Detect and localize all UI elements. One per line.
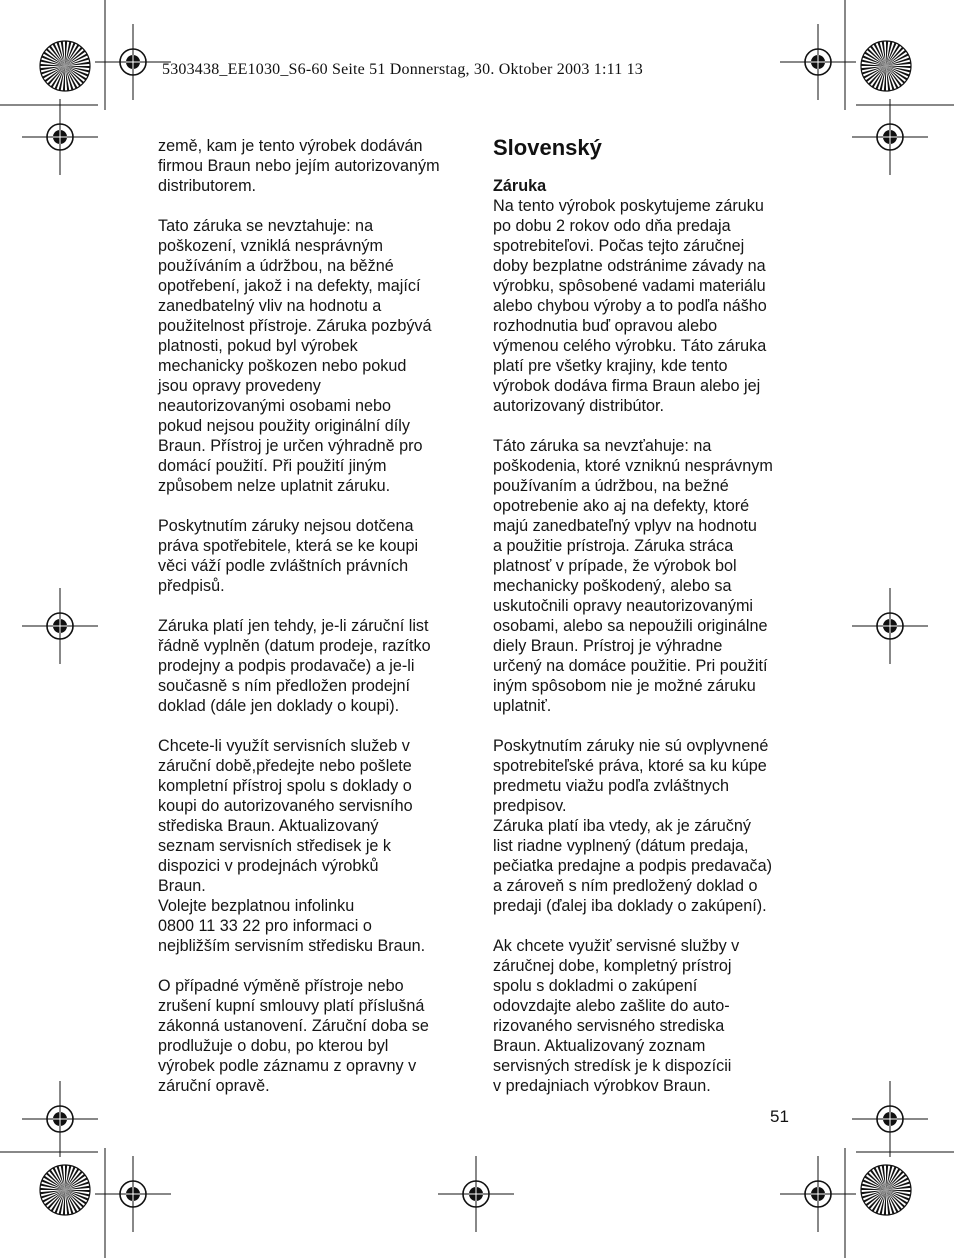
star-target — [40, 1165, 90, 1215]
paragraph: Poskytnutím záruky nejsou dotčena práva spotřebitele, která se ke koupi věci váží podle zvláštních právních předpisů. — [158, 517, 419, 595]
paragraph: O případné výměně přístroje nebo zrušení kupní smlouvy platí příslušná zákonná ustanovení. Záruční doba se prodlužuje o dobu, po kterou byl výrobek podle záznamu z opravny v záruční opravě. — [158, 977, 429, 1095]
paragraph: země, kam je tento výrobek dodáván firmou Braun nebo jejím autorizovaným distributorem. — [158, 137, 440, 195]
registration-mark — [22, 99, 98, 175]
paragraph: Záruka platí jen tehdy, je-li záruční list řádně vyplněn (datum prodeje, razítko prodejny a podpis prodavače) a je-li současně s ním předložen prodejní doklad (dále jen doklady o koupi). — [158, 617, 431, 715]
registration-mark — [852, 99, 928, 175]
paragraph: Táto záruka sa nevzťahuje: na poškodenia, ktoré vzniknú nesprávnym používaním a údržbou, na bežné opotrebenie ako aj na defekty, ktoré majú zanedbateľný vplyv na hodnotu a použitie prístroja. Záruka stráca platnosť v prípade, že výrobok bol mechanicky poškodený, alebo sa uskutočnili opravy neautorizovanými osobami, alebo sa nepoužili originálne diely Braun. Prístroj je výhradne určený na domáce použitie. Pri použití iným spôsobom nie je možné záruku uplatniť. — [493, 437, 773, 715]
registration-mark — [438, 1156, 514, 1232]
section-title: Slovenský — [493, 135, 602, 160]
registration-mark — [95, 1156, 171, 1232]
print-slug-header: 5303438_EE1030_S6-60 Seite 51 Donnerstag, 30. Oktober 2003 1:11 13 — [162, 61, 644, 78]
star-target — [861, 41, 911, 91]
star-target — [40, 41, 90, 91]
right-column — [493, 134, 799, 1096]
registration-mark — [22, 1081, 98, 1157]
page-number: 51 — [770, 1107, 789, 1126]
paragraph: Na tento výrobok poskytujeme záruku po dobu 2 rokov odo dňa predaja spotrebiteľovi. Počas tejto záručnej doby bezplatne odstránime závady na výrobku, spôsobené vadami materiálu alebo chybou výroby a to podľa nášho rozhodnutia buď opravou alebo výmenou celého výrobku. Táto záruka platí pre všetky krajiny, kde tento výrobok dodáva firma Braun alebo jej autorizovaný distribútor. — [493, 197, 767, 415]
subsection-title: Záruka — [493, 177, 547, 195]
paragraph: Tato záruka se nevztahuje: na poškození, vzniklá nesprávným používáním a údržbou, na běžné opotřebení, jakož i na defekty, mající zanedbatelný vliv na hodnotu a použitelnost přístroje. Záruka pozbývá platnosti, pokud byl výrobek mechanicky poškozen nebo pokud jsou opravy provedeny neautorizovanými osobami nebo pokud nejsou použity originální díly Braun. Přístroj je určen výhradně pro domácí použití. Při použití jiným způsobem nelze uplatnit záruku. — [158, 217, 432, 495]
registration-mark — [95, 24, 171, 100]
registration-mark — [852, 588, 928, 664]
star-target — [861, 1165, 911, 1215]
paragraph: Chcete-li využít servisních služeb v záruční době,předejte nebo pošlete kompletní přístroj spolu s doklady o koupi do autorizovaného servisního střediska Braun. Aktualizovaný seznam servisních středisek je k dispozici v prodejnách výrobků Braun. Volejte bezplatnou infolinku 0800 11 33 22 pro informaci o nejbližším servisním středisku Braun. — [158, 737, 426, 955]
registration-mark — [22, 588, 98, 664]
left-column — [158, 136, 458, 1096]
paragraph: Poskytnutím záruky nie sú ovplyvnené spotrebiteľské práva, ktoré sa ku kúpe predmetu viažu podľa zvláštnych predpisov. Záruka platí iba vtedy, ak je záručný list riadne vyplnený (dátum predaja, pečiatka predajne a podpis predavača) a zároveň s ním predložený doklad o predaji (ďalej iba doklady o zakúpení). — [493, 737, 772, 915]
registration-mark — [852, 1081, 928, 1157]
paragraph: Ak chcete využiť servisné služby v záručnej dobe, kompletný prístroj spolu s dokladmi o zakúpení odovzdajte alebo zašlite do auto- rizovaného servisného strediska Braun. Aktualizovaný zoznam servisných stredísk je k dispozícii v predajniach výrobkov Braun. — [493, 937, 740, 1095]
